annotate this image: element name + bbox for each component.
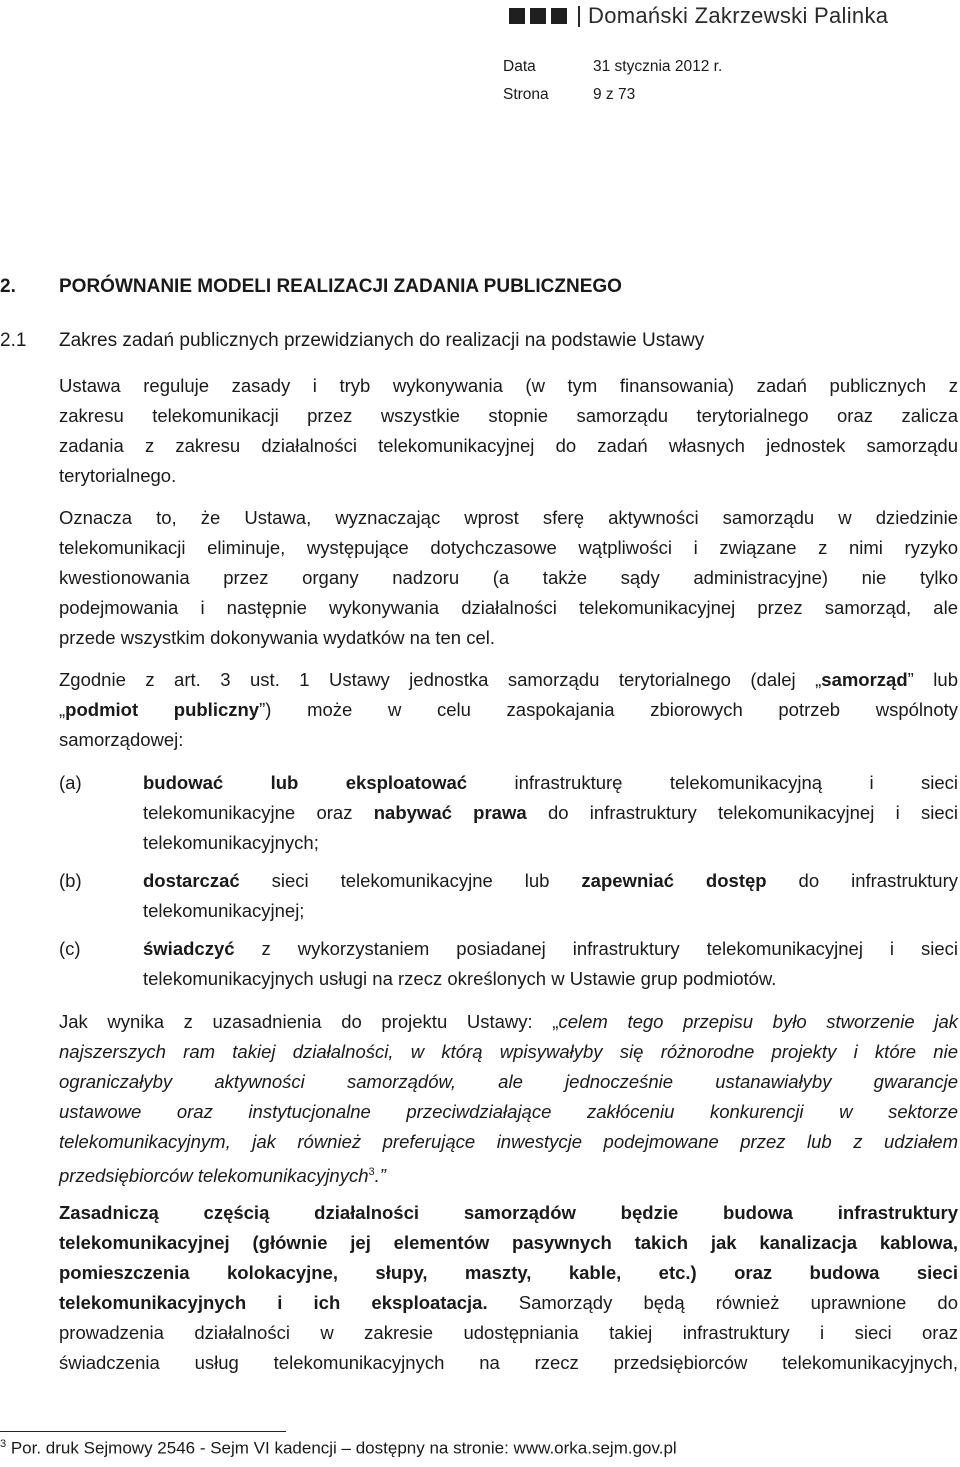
paragraph-2 xyxy=(59,503,958,653)
list-item-body xyxy=(143,934,958,994)
logo-divider xyxy=(578,6,580,27)
bold-term: zapewniać dostęp xyxy=(581,870,767,891)
text-line xyxy=(143,768,958,798)
text-line xyxy=(59,1127,958,1157)
subsection-title: Zakres zadań publicznych przewidzianych do realizacji na podstawie Ustawy xyxy=(59,330,705,351)
page-value: 9 z 73 xyxy=(593,86,636,103)
quote-text: ustawowe oraz instytucjonalne przeciwdziałające zakłóceniu konkurencji w sektorze xyxy=(59,1101,958,1122)
paragraph-1 xyxy=(59,371,958,491)
text-line: Ustawa reguluje zasady i tryb wykonywania (w tym finansowania) zadań publicznych z xyxy=(59,375,958,396)
text-run: telekomunikacyjne oraz xyxy=(143,802,374,823)
text-line xyxy=(59,1228,958,1258)
text-run: sieci telekomunikacyjne lub xyxy=(239,870,582,891)
logo-square-icon xyxy=(509,8,525,24)
text-run: „ xyxy=(59,699,66,720)
section-heading xyxy=(0,276,622,298)
quote-text: przedsiębiorców telekomunikacyjnych xyxy=(59,1165,369,1187)
text-run: Samorządy będą również uprawnione do xyxy=(487,1292,959,1313)
text-line xyxy=(143,866,958,896)
text-line xyxy=(143,934,958,964)
text-line xyxy=(59,1258,958,1288)
text-line xyxy=(59,1157,958,1191)
text-run: z wykorzystaniem posiadanej infrastruktury telekomunikacyjnej i sieci xyxy=(234,938,958,959)
paragraph-4 xyxy=(59,1007,958,1191)
text-line: świadczenia usług telekomunikacyjnych na rzecz przedsiębiorców telekomunikacyjnych, xyxy=(59,1352,958,1373)
text-line: terytorialnego. xyxy=(59,465,177,486)
text-run: ”) może w celu zaspokajania zbiorowych potrzeb wspólnoty xyxy=(259,699,958,720)
footnote-divider xyxy=(0,1431,286,1432)
term-samorzad: samorząd xyxy=(821,669,908,690)
bold-term: budować lub eksploatować xyxy=(143,772,468,793)
text-line: prowadzenia działalności w zakresie udostępniania takiej infrastruktury i sieci oraz xyxy=(59,1322,958,1343)
text-line: podejmowania i następnie wykonywania działalności telekomunikacyjnej przez samorząd, ale xyxy=(59,597,958,618)
section-number: 2. xyxy=(0,276,16,297)
quote-text: celem tego przepisu było stworzenie jak xyxy=(558,1011,958,1032)
bold-text: Zasadniczą częścią działalności samorządów będzie budowa infrastruktury xyxy=(59,1202,958,1223)
quote-text: ograniczałyby aktywności samorządów, ale jednocześnie ustanawiałyby gwarancje xyxy=(59,1071,958,1092)
text-line xyxy=(59,1037,958,1067)
bold-term: nabywać prawa xyxy=(373,802,527,823)
list-item-body xyxy=(143,768,958,858)
paragraph-5 xyxy=(59,1198,958,1378)
date-label: Data xyxy=(503,58,536,75)
bold-term: dostarczać xyxy=(143,870,240,891)
text-line xyxy=(59,1097,958,1127)
page-label: Strona xyxy=(503,86,549,103)
text-run: do infrastruktury xyxy=(766,870,959,891)
text-run: Jak wynika z uzasadnienia do projektu Ustawy: „ xyxy=(59,1011,559,1032)
quote-text: telekomunikacyjnym, jak również preferujące inwestycje podejmowane przez lub z udziałem xyxy=(59,1131,958,1152)
footnote xyxy=(0,1438,677,1459)
text-line xyxy=(59,695,958,725)
text-line: zadania z zakresu działalności telekomunikacyjnej do zadań własnych jednostek samorządu xyxy=(59,435,958,456)
bold-text: pomieszczenia kolokacyjne, słupy, maszty, kable, etc.) oraz budowa sieci xyxy=(59,1262,958,1283)
text-run: ” lub xyxy=(907,669,958,690)
footnote-ref[interactable]: 3 xyxy=(368,1166,375,1178)
text-run: do infrastruktury telekomunikacyjnej i sieci xyxy=(526,802,958,823)
list-label: (c) xyxy=(59,938,81,959)
logo-text: Domański Zakrzewski Palinka xyxy=(588,3,889,28)
bold-text: telekomunikacyjnych i ich eksploatacja. xyxy=(59,1292,488,1313)
text-line xyxy=(59,1288,958,1318)
paragraph-3 xyxy=(59,665,958,755)
bold-text: telekomunikacyjnej (głównie jej elementów pasywnych takich jak kanalizacja kablowa, xyxy=(59,1232,958,1253)
text-line: Oznacza to, że Ustawa, wyznaczając wprost sferę aktywności samorządu w dziedzinie xyxy=(59,507,958,528)
subsection-heading xyxy=(0,330,704,352)
quote-text: .” xyxy=(374,1165,386,1187)
term-podmiot-publiczny: podmiot publiczny xyxy=(65,699,260,720)
text-run: Zgodnie z art. 3 ust. 1 Ustawy jednostka samorządu terytorialnego (dalej „ xyxy=(59,669,822,690)
text-run: infrastrukturę telekomunikacyjną i sieci xyxy=(467,772,959,793)
text-line xyxy=(59,1198,958,1228)
text-line xyxy=(59,1067,958,1097)
bold-term: świadczyć xyxy=(143,938,235,959)
date-value: 31 stycznia 2012 r. xyxy=(593,58,723,75)
text-line xyxy=(59,665,958,695)
footnote-text: Por. druk Sejmowy 2546 - Sejm VI kadencji – dostępny na stronie: www.orka.sejm.gov.pl xyxy=(6,1438,677,1458)
list-item-body xyxy=(143,866,958,926)
firm-logo xyxy=(509,4,888,28)
logo-square-icon xyxy=(551,8,567,24)
text-line xyxy=(143,798,958,828)
text-line xyxy=(59,1007,958,1037)
text-line: telekomunikacyjnej; xyxy=(143,900,305,921)
list-label: (b) xyxy=(59,870,82,891)
text-line: telekomunikacyjnych; xyxy=(143,832,319,853)
subsection-number: 2.1 xyxy=(0,330,27,351)
section-title: PORÓWNANIE MODELI REALIZACJI ZADANIA PUBLICZNEGO xyxy=(59,276,622,297)
text-line: telekomunikacji eliminuje, występujące dotychczasowe wątpliwości i związane z nimi ryzyko xyxy=(59,537,958,558)
text-line: przede wszystkim dokonywania wydatków na ten cel. xyxy=(59,627,495,648)
text-line: telekomunikacyjnych usługi na rzecz określonych w Ustawie grup podmiotów. xyxy=(143,968,777,989)
logo-square-icon xyxy=(530,8,546,24)
text-line: samorządowej: xyxy=(59,729,184,750)
quote-text: najszerszych ram takiej działalności, w którą wpisywałyby się różnorodne projekty i które nie xyxy=(59,1041,958,1062)
text-line: kwestionowania przez organy nadzoru (a także sądy administracyjne) nie tylko xyxy=(59,567,958,588)
footnote-number: 3 xyxy=(0,1438,7,1450)
text-line: zakresu telekomunikacji przez wszystkie stopnie samorządu terytorialnego oraz zalicza xyxy=(59,405,958,426)
list-label: (a) xyxy=(59,772,82,793)
